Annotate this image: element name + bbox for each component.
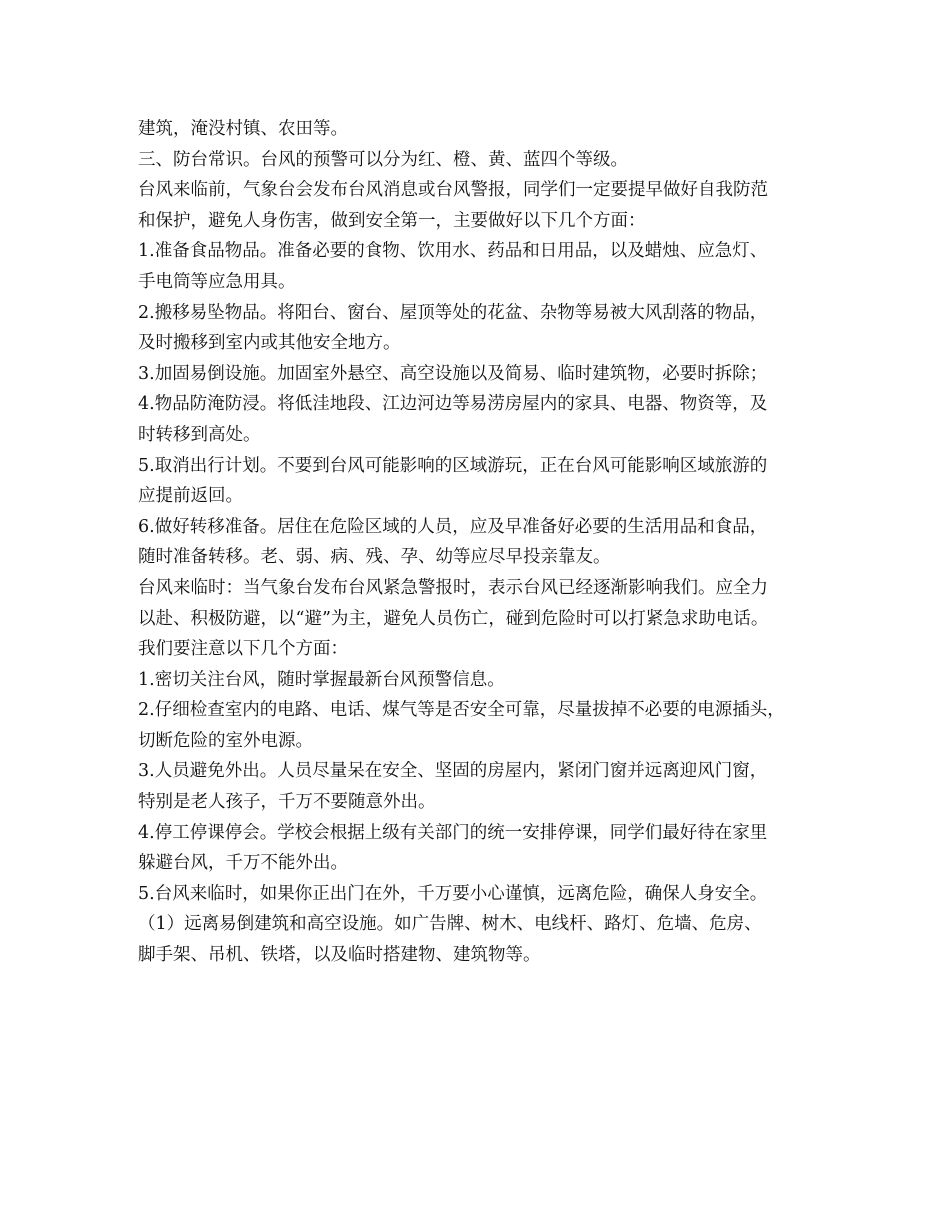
text-line: 躲避台风，千万不能外出。 [138, 853, 348, 874]
text-line: 5.取消出行计划。不要到台风可能影响的区域游玩，正在台风可能影响区域旅游的 [138, 455, 768, 476]
text-line: 6.做好转移准备。居住在危险区域的人员，应及早准备好必要的生活用品和食品， [138, 516, 768, 537]
text-line: 三、防台常识。台风的预警可以分为红、橙、黄、蓝四个等级。 [138, 149, 628, 170]
text-line: 1.准备食品物品。准备必要的食物、饮用水、药品和日用品，以及蜡烛、应急灯、 [138, 241, 768, 262]
text-line: 应提前返回。 [138, 486, 243, 507]
text-line: 及时搬移到室内或其他安全地方。 [138, 333, 401, 354]
text-line: 1.密切关注台风，随时掌握最新台风预警信息。 [138, 669, 505, 690]
text-line: 4.物品防淹防浸。将低洼地段、江边河边等易涝房屋内的家具、电器、物资等，及 [138, 394, 768, 415]
text-line: 2.搬移易坠物品。将阳台、窗台、屋顶等处的花盆、杂物等易被大风刮落的物品， [138, 302, 768, 323]
text-line: 3.加固易倒设施。加固室外悬空、高空设施以及简易、临时建筑物，必要时拆除； [138, 363, 768, 384]
text-line: 台风来临时：当气象台发布台风紧急警报时，表示台风已经逐渐影响我们。应全力 [138, 577, 768, 598]
text-line: 和保护，避免人身伤害，做到安全第一，主要做好以下几个方面： [138, 210, 646, 231]
text-line: 4.停工停课停会。学校会根据上级有关部门的统一安排停课，同学们最好待在家里 [138, 822, 768, 843]
text-line: 5.台风来临时，如果你正出门在外，千万要小心谨慎，远离危险，确保人身安全。 [138, 883, 768, 904]
text-line: 脚手架、吊机、铁塔，以及临时搭建物、建筑物等。 [138, 945, 541, 966]
document-body [138, 114, 838, 971]
text-line: 以赴、积极防避，以“避”为主，避免人员伤亡，碰到危险时可以打紧急求助电话。 [138, 608, 769, 629]
text-line: 时转移到高处。 [138, 424, 261, 445]
text-line: 我们要注意以下几个方面： [138, 639, 348, 660]
text-line: 3.人员避免外出。人员尽量呆在安全、坚固的房屋内，紧闭门窗并远离迎风门窗， [138, 761, 768, 782]
text-line: 切断危险的室外电源。 [138, 730, 313, 751]
text-line: 建筑，淹没村镇、农田等。 [138, 119, 348, 139]
text-line: 2.仔细检查室内的电路、电话、煤气等是否安全可靠，尽量拔掉不必要的电源插头， [138, 700, 785, 721]
text-line: 特别是老人孩子，千万不要随意外出。 [138, 792, 436, 813]
text-line: 手电筒等应急用具。 [138, 271, 296, 292]
text-line: （1）远离易倒建筑和高空设施。如广告牌、树木、电线杆、路灯、危墙、危房、 [138, 914, 762, 935]
text-line: 台风来临前，气象台会发布台风消息或台风警报，同学们一定要提早做好自我防范 [138, 180, 768, 201]
text-line: 随时准备转移。老、弱、病、残、孕、幼等应尽早投亲靠友。 [138, 547, 611, 568]
